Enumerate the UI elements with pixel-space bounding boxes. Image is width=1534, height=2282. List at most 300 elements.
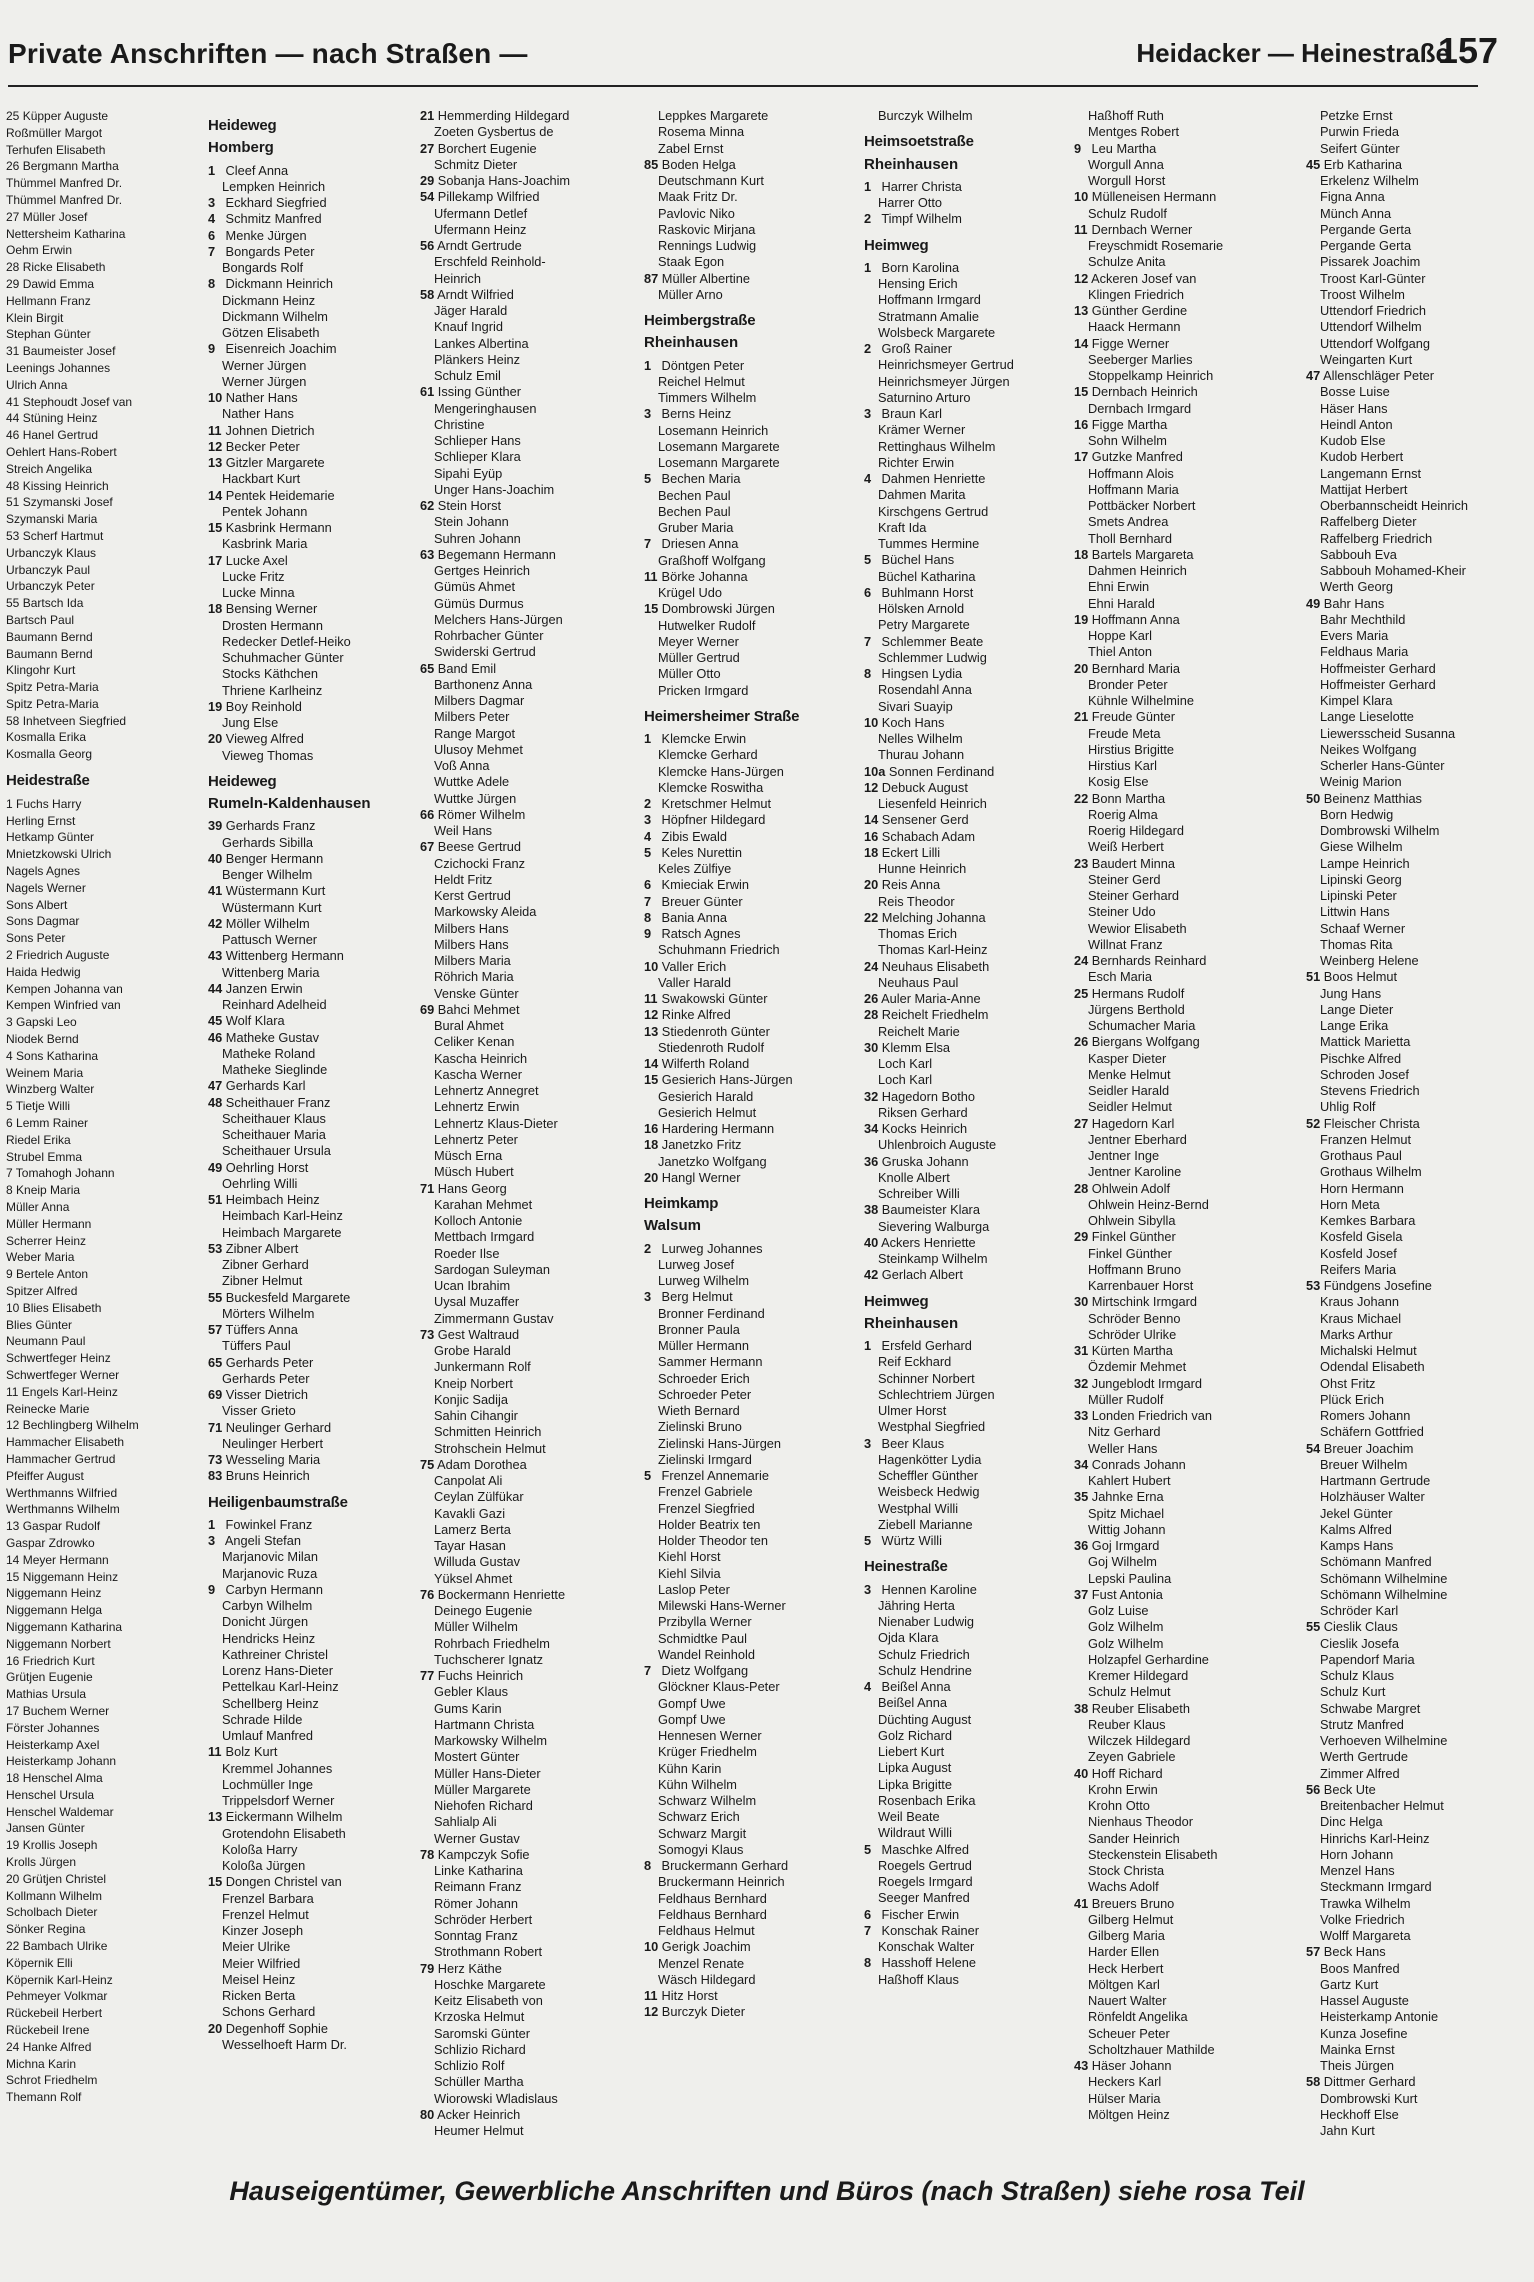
house-number: 7 xyxy=(644,536,652,552)
resident-name: Freyschmidt Rosemarie xyxy=(1088,238,1224,253)
resident-entry xyxy=(644,1533,864,1549)
resident-name: Michalski Helmut xyxy=(1320,1343,1417,1358)
resident-name: Pehmeyer Volkmar xyxy=(6,1989,108,2004)
resident-name: Erb Katharina xyxy=(1320,156,1403,172)
resident-entry xyxy=(420,1506,644,1522)
resident-entry xyxy=(1074,1684,1306,1700)
resident-entry xyxy=(420,1018,644,1034)
resident-entry xyxy=(420,336,644,352)
resident-name: Döntgen Peter xyxy=(658,357,745,373)
resident-name: Weingarten Kurt xyxy=(1320,351,1413,367)
resident-entry xyxy=(6,494,206,511)
resident-entry xyxy=(644,1614,864,1630)
resident-name: Müsch Hubert xyxy=(434,1164,514,1180)
resident-entry xyxy=(1306,124,1534,140)
resident-entry xyxy=(6,1720,206,1737)
resident-name: Inhetveen Siegfried xyxy=(19,713,127,728)
house-number: 58 xyxy=(1306,2074,1321,2090)
resident-name: Urbanczyk Peter xyxy=(6,579,95,594)
house-number: 8 xyxy=(864,666,872,681)
resident-entry xyxy=(864,1744,1074,1760)
resident-entry xyxy=(208,1111,420,1127)
resident-name: Dinc Helga xyxy=(1320,1814,1383,1830)
house-number: 9 xyxy=(208,341,216,357)
resident-entry xyxy=(420,1327,644,1343)
resident-entry xyxy=(1074,1197,1306,1213)
resident-name: Acker Heinrich xyxy=(434,2106,521,2122)
resident-entry xyxy=(1074,206,1306,222)
resident-entry xyxy=(1074,189,1306,205)
resident-entry xyxy=(1074,1343,1306,1359)
resident-entry xyxy=(6,528,206,545)
house-number: 17 xyxy=(6,1703,20,1718)
resident-name: Werth Georg xyxy=(1320,579,1394,595)
resident-entry xyxy=(1306,433,1534,449)
resident-name: Thiel Anton xyxy=(1088,644,1153,660)
resident-entry xyxy=(1306,352,1534,368)
resident-name: Losemann Heinrich xyxy=(658,422,769,438)
resident-entry xyxy=(1074,1944,1306,1960)
resident-entry xyxy=(644,1744,864,1760)
resident-entry xyxy=(644,1154,864,1170)
resident-entry xyxy=(1306,888,1534,904)
resident-name: Strohschein Helmut xyxy=(434,1440,546,1456)
resident-entry xyxy=(644,238,864,254)
resident-entry xyxy=(644,1907,864,1923)
resident-name: Sensener Gerd xyxy=(878,812,969,828)
resident-name: Allenschläger Peter xyxy=(1320,368,1435,383)
resident-name: Roßmüller Margot xyxy=(6,125,103,140)
resident-entry xyxy=(1306,1766,1534,1782)
resident-name: Scheithauer Klaus xyxy=(222,1110,326,1126)
resident-entry xyxy=(208,2021,420,2037)
resident-name: Scheithauer Franz xyxy=(222,1094,331,1110)
resident-name: Beer Klaus xyxy=(878,1435,945,1451)
resident-entry xyxy=(1306,303,1534,319)
resident-entry xyxy=(644,650,864,666)
district-heading: Rheinhausen xyxy=(864,1314,959,1332)
resident-entry xyxy=(208,1192,420,1208)
resident-entry xyxy=(6,1300,206,1317)
resident-name: Schulz Emil xyxy=(434,368,501,383)
resident-name: Neuhaus Paul xyxy=(878,974,959,990)
resident-name: Heisterkamp Johann xyxy=(6,1754,117,1769)
house-number: 15 xyxy=(6,1569,20,1584)
resident-entry xyxy=(864,1154,1074,1170)
resident-name: Heck Herbert xyxy=(1088,1960,1164,1976)
resident-name: Themann Rolf xyxy=(6,2090,82,2105)
house-number: 2 xyxy=(864,341,872,356)
resident-name: Schmitz Manfred xyxy=(222,211,322,227)
resident-name: Ufermann Heinz xyxy=(434,221,527,237)
resident-name: Sons Peter xyxy=(6,931,66,946)
resident-name: Liewersscheid Susanna xyxy=(1320,725,1456,741)
resident-name: Ricke Elisabeth xyxy=(19,260,106,275)
resident-entry xyxy=(6,1333,206,1350)
resident-name: Rinke Alfred xyxy=(658,1007,731,1023)
resident-entry xyxy=(1074,287,1306,303)
resident-name: Markowsky Wilhelm xyxy=(434,1733,548,1748)
resident-name: Drosten Hermann xyxy=(222,617,323,633)
resident-entry xyxy=(6,1501,206,1518)
resident-name: Lankes Albertina xyxy=(434,335,529,351)
resident-name: Dombrowski Wilhelm xyxy=(1320,823,1440,838)
resident-name: Fuchs Heinrich xyxy=(434,1668,524,1683)
resident-entry xyxy=(6,2056,206,2073)
resident-name: Lamerz Berta xyxy=(434,1521,511,1537)
resident-name: Vieweg Alfred xyxy=(222,731,304,747)
resident-entry xyxy=(6,1451,206,1468)
resident-entry xyxy=(1306,1343,1534,1359)
resident-name: Ackeren Josef van xyxy=(1088,270,1197,286)
resident-entry xyxy=(644,439,864,455)
resident-entry xyxy=(1306,2123,1534,2139)
resident-name: Kühnle Wilhelmine xyxy=(1088,693,1194,708)
resident-name: Ohlwein Heinz-Bernd xyxy=(1088,1196,1209,1212)
resident-entry xyxy=(644,1793,864,1809)
resident-entry xyxy=(208,1208,420,1224)
resident-entry xyxy=(1306,547,1534,563)
resident-name: Vieweg Thomas xyxy=(222,747,314,763)
footer-note: Hauseigentümer, Gewerbliche Anschriften und Büros (nach Straßen) siehe rosa Teil xyxy=(229,2176,1305,2206)
resident-entry xyxy=(1306,677,1534,693)
resident-entry xyxy=(208,1030,420,1046)
resident-name: Kasbrink Hermann xyxy=(222,520,332,535)
resident-name: Graßhoff Wolfgang xyxy=(658,552,766,568)
resident-entry xyxy=(644,1631,864,1647)
resident-entry xyxy=(1074,271,1306,287)
resident-entry xyxy=(864,861,1074,877)
resident-entry xyxy=(864,520,1074,536)
house-number: 31 xyxy=(6,344,20,359)
resident-entry xyxy=(1074,2074,1306,2090)
resident-entry xyxy=(420,1311,644,1327)
resident-entry xyxy=(6,1585,206,1602)
house-number: 21 xyxy=(420,108,435,123)
resident-entry xyxy=(208,1322,420,1338)
page-header xyxy=(8,30,1498,87)
resident-entry xyxy=(6,1115,206,1132)
resident-entry xyxy=(864,1858,1074,1874)
resident-name: Czichocki Franz xyxy=(434,855,526,871)
resident-name: Becker Peter xyxy=(222,438,300,454)
resident-name: Weiß Herbert xyxy=(1088,839,1164,855)
resident-entry xyxy=(1306,1132,1534,1148)
house-number: 3 xyxy=(644,812,652,828)
resident-entry xyxy=(644,504,864,520)
resident-entry xyxy=(420,1668,644,1684)
resident-name: Oehrling Willi xyxy=(222,1175,298,1191)
resident-name: Würtz Willi xyxy=(878,1533,942,1548)
resident-name: Pissarek Joachim xyxy=(1320,254,1421,270)
resident-name: Gesierich Helmut xyxy=(658,1104,757,1120)
resident-name: Wittenberg Hermann xyxy=(222,948,344,964)
house-number: 24 xyxy=(6,2039,20,2054)
resident-entry xyxy=(6,829,206,846)
house-number: 28 xyxy=(6,260,20,275)
resident-entry xyxy=(644,1728,864,1744)
resident-entry xyxy=(864,1825,1074,1841)
resident-name: Karahan Mehmet xyxy=(434,1196,533,1212)
resident-entry xyxy=(644,1777,864,1793)
resident-name: Hasshoff Helene xyxy=(878,1955,976,1971)
resident-name: Holzhäuser Walter xyxy=(1320,1489,1425,1505)
resident-name: Marjanovic Ruza xyxy=(222,1565,318,1581)
resident-name: Schreiber Willi xyxy=(878,1186,960,1201)
resident-name: Müller Gertrud xyxy=(658,650,740,665)
resident-entry xyxy=(420,206,644,222)
resident-name: Gerhards Peter xyxy=(222,1354,314,1370)
resident-entry xyxy=(6,1938,206,1955)
resident-name: Lepski Paulina xyxy=(1088,1570,1172,1586)
resident-entry xyxy=(6,1417,206,1434)
resident-name: Horn Meta xyxy=(1320,1196,1380,1212)
resident-entry xyxy=(1074,1571,1306,1587)
house-number: 22 xyxy=(864,909,879,925)
resident-name: Düchting August xyxy=(878,1711,972,1727)
resident-entry xyxy=(1306,709,1534,725)
resident-entry xyxy=(1074,1668,1306,1684)
resident-entry xyxy=(420,1831,644,1847)
resident-name: Rohrbach Friedhelm xyxy=(434,1635,550,1651)
resident-name: Meyer Hermann xyxy=(19,1552,109,1567)
house-number: 32 xyxy=(1074,1375,1089,1391)
resident-entry xyxy=(1074,124,1306,140)
resident-name: Dickmann Heinz xyxy=(222,292,316,308)
resident-name: Lehnertz Annegret xyxy=(434,1083,539,1098)
resident-name: Meier Ulrike xyxy=(222,1939,291,1955)
resident-entry xyxy=(864,1251,1074,1267)
resident-name: Boy Reinhold xyxy=(222,698,302,714)
resident-name: Bongards Peter xyxy=(222,243,315,259)
resident-entry xyxy=(6,1233,206,1250)
resident-entry xyxy=(420,1343,644,1359)
resident-entry xyxy=(6,1065,206,1082)
resident-name: Swakowski Günter xyxy=(658,991,768,1006)
house-number: 87 xyxy=(644,270,659,286)
resident-entry xyxy=(644,1354,864,1370)
resident-name: Feldhaus Bernhard xyxy=(658,1890,767,1906)
resident-entry xyxy=(6,1972,206,1989)
resident-entry xyxy=(1306,287,1534,303)
resident-name: Uysal Muzaffer xyxy=(434,1294,520,1310)
resident-name: Benger Wilhelm xyxy=(222,867,313,882)
resident-entry xyxy=(864,422,1074,438)
resident-entry xyxy=(1074,1473,1306,1489)
house-number: 10 xyxy=(864,714,879,730)
resident-name: Klemcke Erwin xyxy=(658,731,747,746)
house-number: 34 xyxy=(1074,1456,1089,1472)
resident-entry xyxy=(1074,1099,1306,1115)
resident-name: Reis Theodor xyxy=(878,893,955,909)
resident-entry xyxy=(1306,2042,1534,2058)
resident-name: Bronder Peter xyxy=(1088,676,1168,692)
resident-name: Götzen Elisabeth xyxy=(222,325,320,340)
resident-entry xyxy=(1306,1928,1534,1944)
resident-entry xyxy=(644,1809,864,1825)
resident-name: Schömann Wilhelmine xyxy=(1320,1570,1448,1586)
resident-entry xyxy=(644,1257,864,1273)
resident-entry xyxy=(864,682,1074,698)
resident-name: Wewior Elisabeth xyxy=(1088,920,1187,936)
house-number: 6 xyxy=(644,877,652,893)
resident-name: Finkel Günther xyxy=(1088,1245,1172,1261)
resident-entry xyxy=(1306,1636,1534,1652)
resident-entry xyxy=(6,813,206,830)
resident-name: Haack Hermann xyxy=(1088,319,1181,335)
house-number: 7 xyxy=(208,243,216,259)
resident-name: Purwin Frieda xyxy=(1320,124,1399,140)
resident-entry xyxy=(6,259,206,276)
resident-entry xyxy=(1306,904,1534,920)
resident-entry xyxy=(208,916,420,932)
resident-name: Spitz Petra-Maria xyxy=(6,680,99,695)
resident-entry xyxy=(644,942,864,958)
resident-entry xyxy=(1306,141,1534,157)
resident-entry xyxy=(864,877,1074,893)
resident-entry xyxy=(644,910,864,926)
resident-entry xyxy=(208,341,420,357)
resident-entry xyxy=(864,1533,1074,1549)
resident-entry xyxy=(644,1121,864,1137)
resident-name: Wuttke Jürgen xyxy=(434,790,517,806)
resident-name: Werner Jürgen xyxy=(222,357,307,373)
resident-name: Worgull Horst xyxy=(1088,173,1166,188)
resident-entry xyxy=(420,1262,644,1278)
resident-entry xyxy=(864,634,1074,650)
resident-name: Gums Karin xyxy=(434,1700,502,1716)
resident-name: Bonn Martha xyxy=(1088,790,1166,806)
resident-entry xyxy=(420,1538,644,1554)
resident-entry xyxy=(864,374,1074,390)
resident-entry xyxy=(1074,401,1306,417)
resident-entry xyxy=(420,1522,644,1538)
resident-name: Lipka Brigitte xyxy=(878,1776,952,1792)
resident-entry xyxy=(420,498,644,514)
resident-entry xyxy=(1306,401,1534,417)
resident-entry xyxy=(864,1436,1074,1452)
resident-name: Stüning Heinz xyxy=(19,411,98,426)
resident-entry xyxy=(420,807,644,823)
resident-name: Zielinski Irmgard xyxy=(658,1451,752,1467)
resident-entry xyxy=(1074,1246,1306,1262)
resident-name: Gerlach Albert xyxy=(878,1267,963,1283)
resident-name: Baumeister Klara xyxy=(878,1202,980,1218)
resident-entry xyxy=(864,585,1074,601)
resident-entry xyxy=(6,713,206,730)
resident-entry xyxy=(208,455,420,471)
resident-name: Berns Heinz xyxy=(658,406,732,422)
resident-entry xyxy=(1074,1051,1306,1067)
resident-entry xyxy=(864,1760,1074,1776)
resident-entry xyxy=(644,1322,864,1338)
resident-name: Wittig Johann xyxy=(1088,1521,1166,1537)
resident-entry xyxy=(6,1518,206,1535)
resident-entry xyxy=(420,1376,644,1392)
house-number: 14 xyxy=(6,1552,20,1567)
resident-name: Stein Horst xyxy=(434,498,502,513)
resident-name: Schabach Adam xyxy=(878,828,975,844)
directory-columns xyxy=(6,108,1506,2148)
resident-entry xyxy=(644,991,864,1007)
resident-entry xyxy=(1306,1489,1534,1505)
resident-name: Müller Anna xyxy=(6,1200,70,1214)
house-number: 6 xyxy=(6,1116,13,1131)
resident-name: Giese Wilhelm xyxy=(1320,839,1403,855)
resident-entry xyxy=(208,1939,420,1955)
resident-entry xyxy=(208,504,420,520)
resident-entry xyxy=(6,1367,206,1384)
column-4 xyxy=(644,108,864,2021)
resident-name: Bania Anna xyxy=(658,909,728,925)
resident-entry xyxy=(420,319,644,335)
house-number: 11 xyxy=(208,422,222,438)
resident-entry xyxy=(644,157,864,173)
resident-entry xyxy=(1074,1831,1306,1847)
resident-entry xyxy=(1306,1538,1534,1554)
resident-entry xyxy=(1306,531,1534,547)
resident-name: Krohn Erwin xyxy=(1088,1781,1158,1797)
resident-name: Münch Anna xyxy=(1320,205,1392,221)
resident-name: Uttendorf Wolfgang xyxy=(1320,335,1431,351)
resident-entry xyxy=(864,1338,1074,1354)
resident-name: Conrads Johann xyxy=(1088,1456,1186,1472)
resident-entry xyxy=(864,1679,1074,1695)
resident-name: Friedrich Kurt xyxy=(19,1653,95,1668)
house-number: 6 xyxy=(864,1906,872,1922)
resident-name: Hanel Gertrud xyxy=(19,428,99,443)
resident-name: Kremmel Johannes xyxy=(222,1760,333,1776)
resident-name: Breitenbacher Helmut xyxy=(1320,1798,1444,1813)
resident-entry xyxy=(6,1132,206,1149)
resident-name: Loch Karl xyxy=(878,1072,933,1088)
resident-entry xyxy=(420,1652,644,1668)
resident-name: Schuhmacher Günter xyxy=(222,650,344,665)
house-number: 34 xyxy=(864,1121,879,1136)
resident-name: Milbers Hans xyxy=(434,920,509,936)
resident-name: Visser Dietrich xyxy=(222,1387,309,1402)
resident-entry xyxy=(1074,2058,1306,2074)
resident-name: Oehrling Horst xyxy=(222,1159,309,1175)
resident-name: Michna Karin xyxy=(6,2056,77,2071)
resident-name: Erkelenz Wilhelm xyxy=(1320,173,1419,188)
resident-name: Wesselhoeft Harm Dr. xyxy=(222,2036,347,2052)
resident-entry xyxy=(420,141,644,157)
resident-entry xyxy=(6,1535,206,1552)
resident-name: Hackbart Kurt xyxy=(222,471,301,487)
resident-name: Kraft Ida xyxy=(878,519,927,535)
resident-entry xyxy=(1074,514,1306,530)
resident-name: Jähring Herta xyxy=(878,1597,955,1613)
resident-name: Melchers Hans-Jürgen xyxy=(434,611,563,627)
resident-name: Hellmann Franz xyxy=(6,293,91,308)
resident-name: Römer Johann xyxy=(434,1895,518,1911)
resident-name: Valler Harald xyxy=(658,974,732,990)
resident-entry xyxy=(644,764,864,780)
resident-name: Volke Friedrich xyxy=(1320,1911,1405,1927)
resident-entry xyxy=(864,1728,1074,1744)
resident-name: Milbers Hans xyxy=(434,936,509,952)
resident-entry xyxy=(1074,1538,1306,1554)
resident-name: Scherler Hans-Günter xyxy=(1320,758,1445,773)
resident-name: Kathreiner Christel xyxy=(222,1646,328,1662)
resident-entry xyxy=(420,726,644,742)
resident-name: Schulze Anita xyxy=(1088,254,1166,270)
resident-name: Meier Wilfried xyxy=(222,1955,301,1971)
house-number: 27 xyxy=(6,209,20,224)
house-number: 15 xyxy=(644,601,659,617)
house-number: 80 xyxy=(420,2106,435,2122)
